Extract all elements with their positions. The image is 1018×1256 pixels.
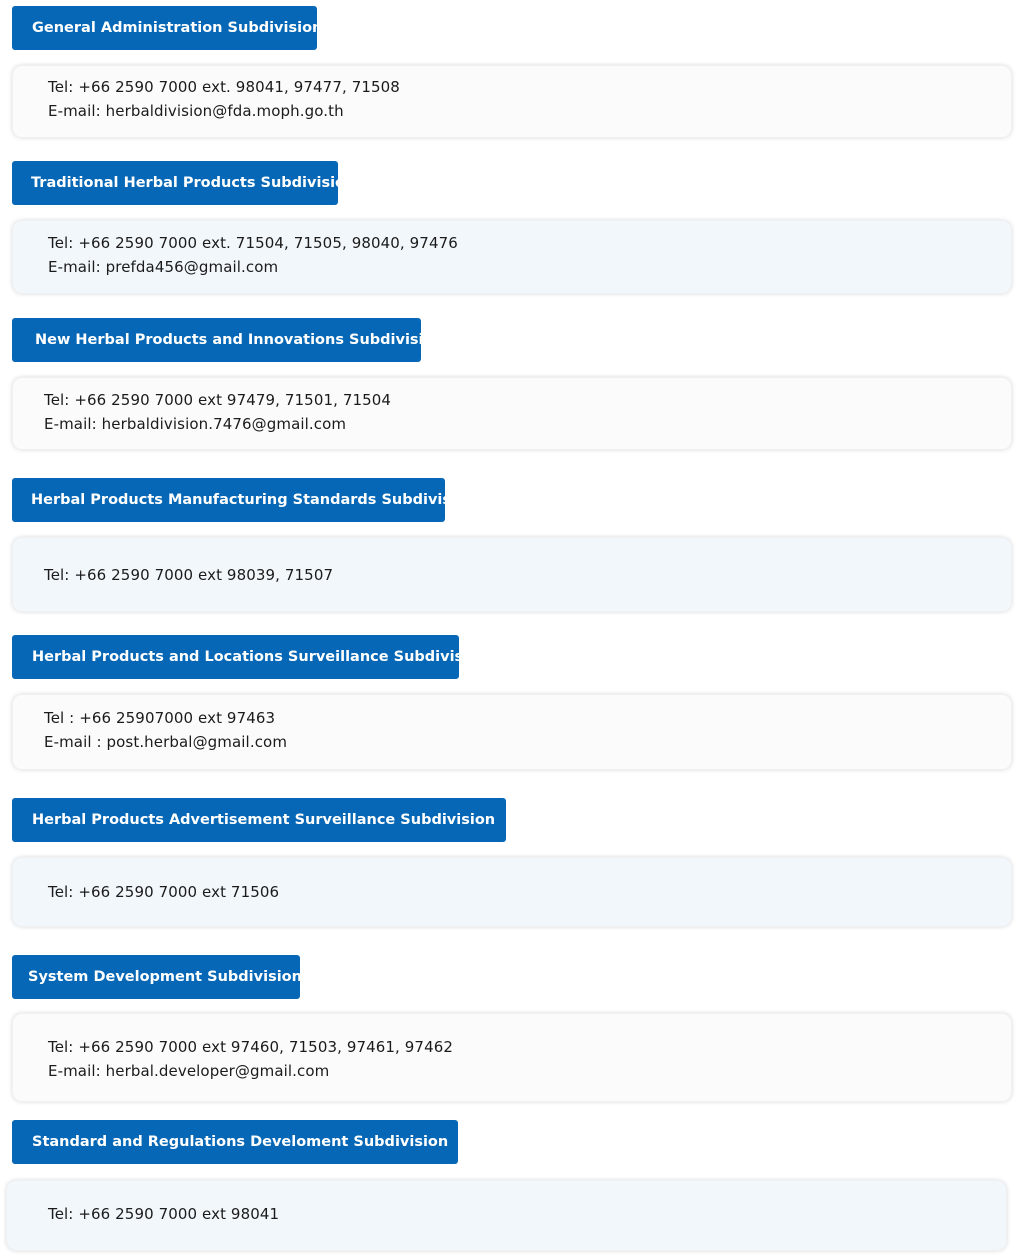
contact-card-new-herbal-products (12, 377, 1012, 450)
contact-card-advertisement-surveillance (12, 857, 1012, 927)
section-header-standard-regulations[interactable]: Standard and Regulations Develoment Subdivision (12, 1120, 458, 1164)
tel-text: Tel: +66 2590 7000 ext 97479, 71501, 71504 (44, 391, 392, 409)
section-header-manufacturing-standards[interactable]: Herbal Products Manufacturing Standards Subdivision (12, 478, 445, 522)
contact-card-system-development (12, 1013, 1012, 1102)
email-text: E-mail: prefda456@gmail.com (48, 258, 279, 276)
contact-card-locations-surveillance (12, 694, 1012, 770)
tel-text: Tel: +66 2590 7000 ext 97460, 71503, 97461, 97462 (48, 1038, 454, 1056)
contact-card-standard-regulations (6, 1180, 1007, 1251)
email-text: E-mail: herbal.developer@gmail.com (48, 1062, 330, 1080)
email-text: E-mail : post.herbal@gmail.com (44, 733, 288, 751)
section-header-system-development[interactable]: System Development Subdivision (12, 955, 300, 999)
section-header-general-administration[interactable]: General Administration Subdivision (12, 6, 317, 50)
contact-card-manufacturing-standards (12, 537, 1012, 612)
tel-text: Tel: +66 2590 7000 ext 98039, 71507 (44, 566, 334, 584)
tel-text: Tel : +66 25907000 ext 97463 (44, 709, 276, 727)
section-header-locations-surveillance[interactable]: Herbal Products and Locations Surveillance Subdivision (12, 635, 459, 679)
email-text: E-mail: herbaldivision@fda.moph.go.th (48, 102, 344, 120)
section-header-advertisement-surveillance[interactable]: Herbal Products Advertisement Surveillance Subdivision (12, 798, 506, 842)
section-header-traditional-herbal-products[interactable]: Traditional Herbal Products Subdivision (12, 161, 338, 205)
tel-text: Tel: +66 2590 7000 ext 71506 (48, 883, 280, 901)
section-header-new-herbal-products[interactable]: New Herbal Products and Innovations Subdivision (12, 318, 421, 362)
tel-text: Tel: +66 2590 7000 ext. 98041, 97477, 71508 (48, 78, 400, 96)
contact-card-general-administration (12, 65, 1012, 138)
email-text: E-mail: herbaldivision.7476@gmail.com (44, 415, 347, 433)
tel-text: Tel: +66 2590 7000 ext. 71504, 71505, 98040, 97476 (48, 234, 458, 252)
contact-card-traditional-herbal-products (12, 220, 1012, 294)
tel-text: Tel: +66 2590 7000 ext 98041 (48, 1205, 280, 1223)
